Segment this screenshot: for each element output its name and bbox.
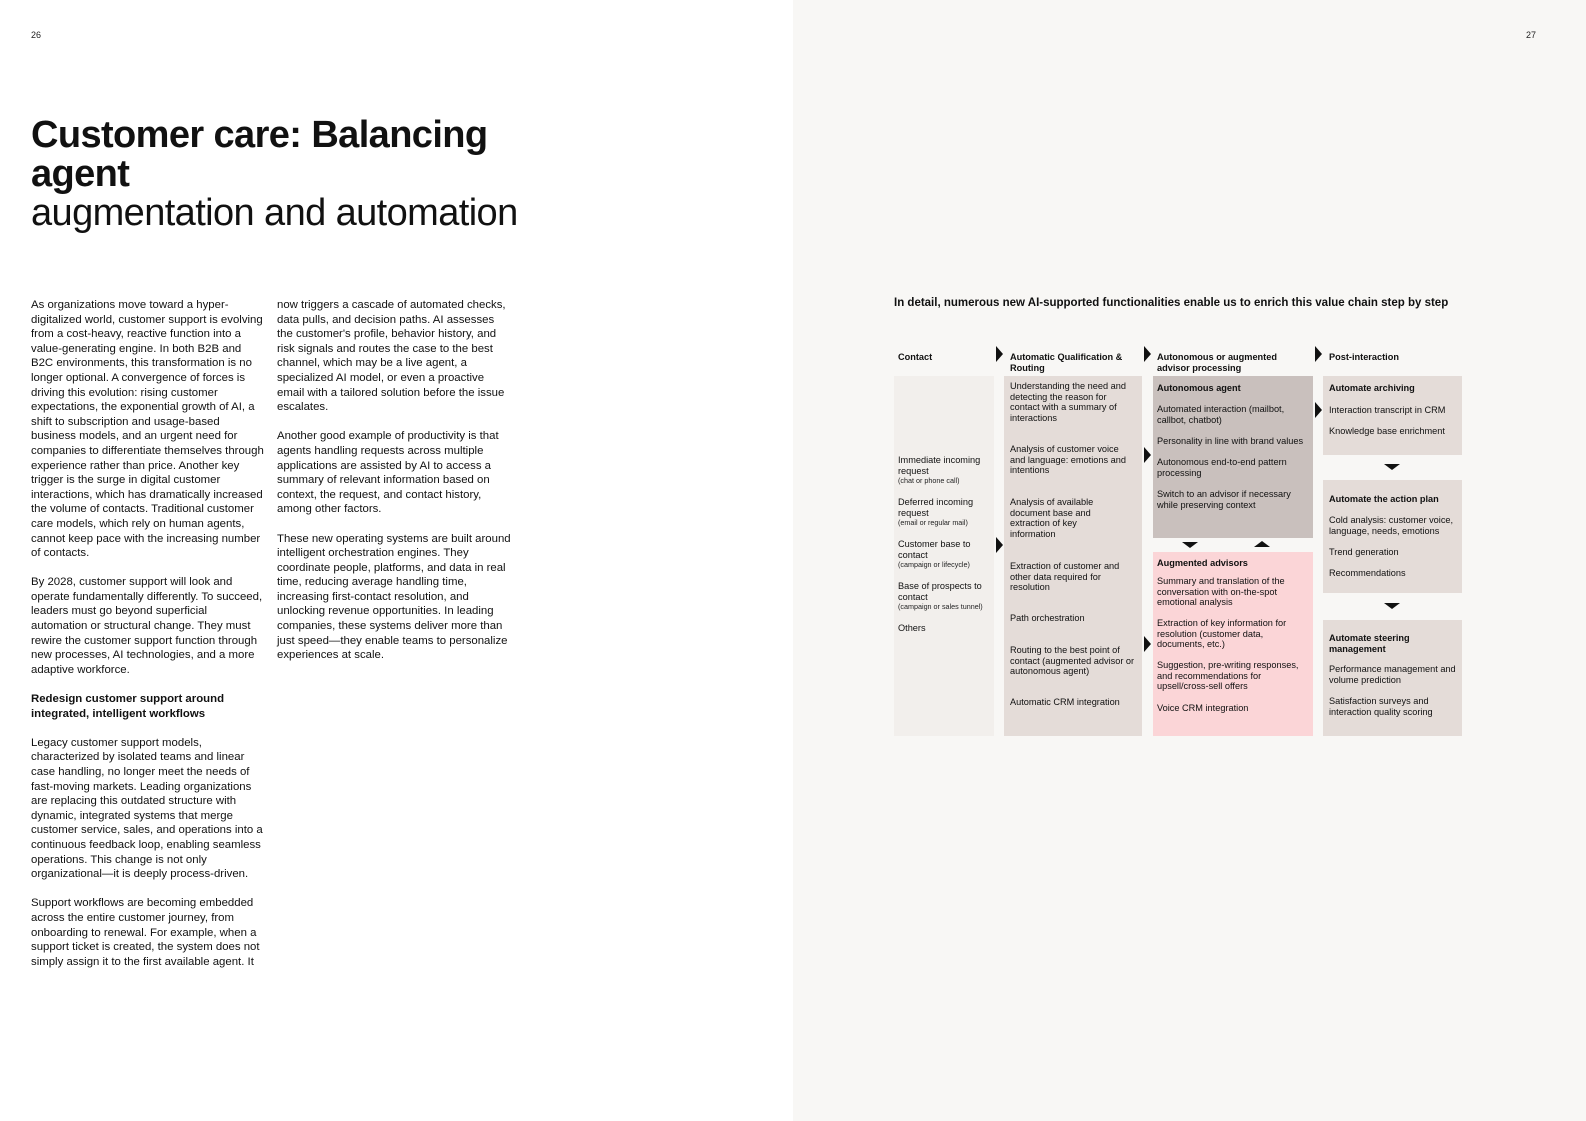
arrow-right-icon — [1144, 447, 1151, 463]
autonomous-item: Personality in line with brand values — [1157, 436, 1304, 446]
title-light: augmentation and automation — [31, 192, 518, 234]
augmented-item: Suggestion, pre-writing responses, and recommendations for upsell/cross-sell offers — [1157, 660, 1299, 691]
arrow-right-icon — [1315, 402, 1322, 418]
post-item: Satisfaction surveys and interaction quality scoring — [1329, 696, 1433, 717]
augmented-item: Extraction of key information for resolution (customer data, documents, etc.) — [1157, 618, 1287, 649]
arrow-right-icon — [996, 346, 1003, 362]
header-qualification: Automatic Qualification & Routing — [1010, 352, 1123, 373]
arrow-right-icon — [1144, 346, 1151, 362]
augmented-item: Voice CRM integration — [1157, 703, 1249, 713]
contact-item: Deferred incoming request (email or regular mail) — [898, 497, 974, 527]
contact-item: Base of prospects to contact (campaign or sales tunnel) — [898, 581, 983, 611]
contact-item: Customer base to contact (campaign or lifecycle) — [898, 539, 971, 569]
paragraph: By 2028, customer support will look and operate fundamentally differently. To succeed, leaders must go beyond superficial automation or structural change. They must rewire the customer support function through new processes, AI technologies, and a more adaptive workforce. — [31, 576, 263, 676]
arrow-right-icon — [1315, 346, 1322, 362]
paragraph: Another good example of productivity is that agents handling requests across multiple applications are assisted by AI to access a summary of relevant information based on context, the request, and contact history, among other factors. — [277, 430, 499, 516]
qualification-item: Analysis of available document base and extraction of key information — [1010, 497, 1094, 539]
paragraph: These new operating systems are built around intelligent orchestration engines. They coordinate people, platforms, and data in real time, reducing average handling time, increasing first-contact resolution, and unlocking revenue opportunities. In leading companies, these systems deliver more than just speed—they enable teams to personalize experiences at scale. — [277, 532, 511, 662]
arrow-down-icon — [1384, 464, 1400, 470]
arrow-right-icon — [1144, 636, 1151, 652]
title-bold: Customer care: Balancing agent — [31, 114, 488, 195]
post-title: Automate archiving — [1329, 383, 1415, 393]
contact-item: Immediate incoming request (chat or phone call) — [898, 455, 981, 485]
post-title: Automate steering management — [1329, 633, 1410, 654]
augmented-advisors-title: Augmented advisors — [1157, 558, 1248, 568]
autonomous-item: Switch to an advisor if necessary while preserving context — [1157, 489, 1291, 510]
post-item: Cold analysis: customer voice, language, needs, emotions — [1329, 515, 1454, 536]
paragraph: Legacy customer support models, characterized by isolated teams and linear case handling, no longer meet the needs of fast-moving markets. Leading organizations are replacing this outdated structure with dynamic, integrated systems that merge customer service, sales, and operations into a continuous feedback loop, enabling seamless operations. This change is not only organizational—it is deeply process-driven. — [31, 736, 263, 881]
post-title: Automate the action plan — [1329, 494, 1439, 504]
qualification-item: Automatic CRM integration — [1010, 697, 1120, 707]
contact-item: Others — [898, 623, 926, 633]
qualification-item: Path orchestration — [1010, 613, 1085, 623]
qualification-column — [1004, 376, 1142, 736]
augmented-item: Summary and translation of the conversation with on-the-spot emotional analysis — [1157, 576, 1285, 607]
arrow-right-icon — [996, 537, 1003, 553]
post-item: Trend generation — [1329, 547, 1399, 557]
page-title — [31, 116, 591, 233]
header-processing: Autonomous or augmented advisor processing — [1157, 352, 1277, 373]
header-post: Post-interaction — [1329, 352, 1399, 362]
arrow-down-icon — [1182, 542, 1198, 548]
paragraph: now triggers a cascade of automated checks, data pulls, and decision paths. AI assesses the customer's profile, behavior history, and risk signals and routes the case to the best channel, which may be a live agent, a specialized AI model, or even a proactive email with a tailored solution before the issue escalates. — [277, 299, 506, 414]
subheading: Redesign customer support around integrated, intelligent workflows — [31, 693, 225, 720]
page-number-right: 27 — [1526, 30, 1537, 40]
qualification-item: Understanding the need and detecting the reason for contact with a summary of interactions — [1010, 381, 1126, 423]
body-column-2 — [277, 298, 513, 677]
qualification-item: Analysis of customer voice and language: emotions and intentions — [1010, 444, 1126, 475]
post-item: Performance management and volume prediction — [1329, 664, 1456, 685]
arrow-up-icon — [1254, 541, 1270, 547]
post-item: Interaction transcript in CRM — [1329, 405, 1446, 415]
qualification-item: Routing to the best point of contact (augmented advisor or autonomous agent) — [1010, 645, 1135, 676]
page-number-left: 26 — [31, 30, 42, 40]
paragraph: Support workflows are becoming embedded across the entire customer journey, from onboarding to renewal. For example, when a support ticket is created, the system does not simply assign it to the first available agent. It — [31, 897, 260, 968]
qualification-item: Extraction of customer and other data required for resolution — [1010, 561, 1120, 592]
autonomous-item: Autonomous end-to-end pattern processing — [1157, 457, 1287, 478]
diagram-intro: In detail, numerous new AI-supported functionalities enable us to enrich this value chain step by step — [894, 297, 1449, 309]
paragraph: As organizations move toward a hyper-digitalized world, customer support is evolving from a cost-heavy, reactive function into a value-generating engine. In both B2B and B2C environments, this transformation is no longer optional. A convergence of forces is driving this evolution: rising customer expectations, the exponential growth of AI, a shift to subscription and usage-based business models, and an urgent need for companies to differentiate themselves through experience rather than price. Another key trigger is the surge in digital customer interactions, which has dramatically increased the volume of contacts. Traditional customer care models, which rely on human agents, cannot keep pace with the increasing number of contacts. — [31, 299, 264, 560]
post-item: Recommendations — [1329, 568, 1406, 578]
header-contact: Contact — [898, 352, 933, 362]
post-item: Knowledge base enrichment — [1329, 426, 1445, 436]
body-column-1 — [31, 298, 265, 984]
arrow-down-icon — [1384, 603, 1400, 609]
autonomous-item: Automated interaction (mailbot, callbot, chatbot) — [1157, 404, 1285, 425]
autonomous-agent-title: Autonomous agent — [1157, 383, 1241, 393]
